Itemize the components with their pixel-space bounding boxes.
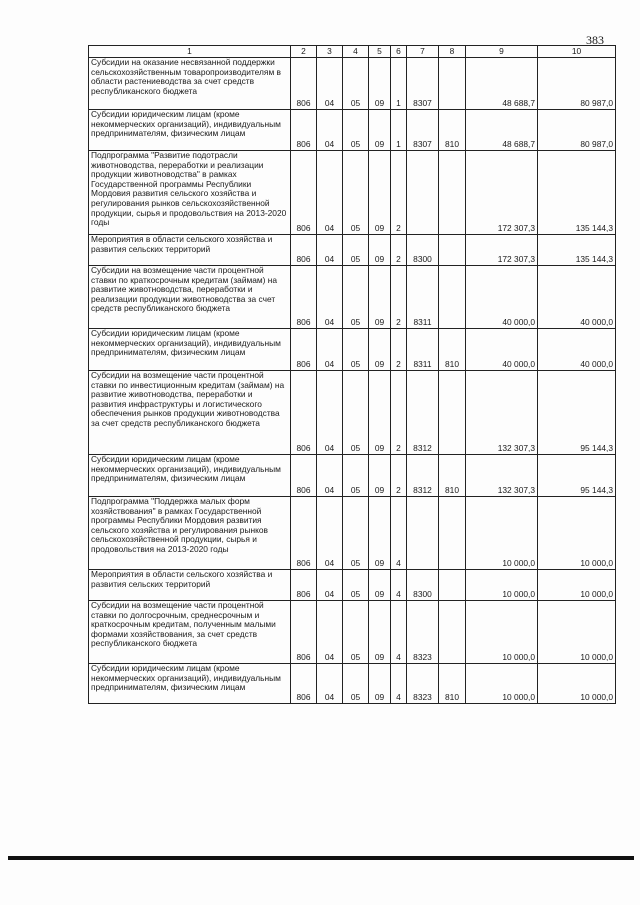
article-code: 8323 <box>407 601 439 664</box>
article-code: 8312 <box>407 371 439 455</box>
table-row <box>89 58 616 110</box>
pr-code: 05 <box>343 455 369 497</box>
row-description: Субсидии на возмещение части процентной ставки по инвестиционным кредитам (займам) на развитие животноводства, переработки и развития инфраструктуры и логистического обеспечения рынков продукции животноводства за счет средств республиканского бюджета <box>89 371 291 455</box>
vr-code: 810 <box>439 664 466 704</box>
article-code <box>407 497 439 570</box>
table-row <box>89 601 616 664</box>
subprogram-code: 1 <box>391 110 407 151</box>
amount-2015: 10 000,0 <box>538 497 616 570</box>
amount-2014: 132 307,3 <box>466 455 538 497</box>
program-code: 09 <box>369 266 391 329</box>
pr-code: 05 <box>343 664 369 704</box>
rz-code: 04 <box>317 58 343 110</box>
article-code: 8312 <box>407 455 439 497</box>
column-header: 9 <box>466 46 538 58</box>
table-row <box>89 329 616 371</box>
amount-2015: 95 144,3 <box>538 455 616 497</box>
amount-2015: 10 000,0 <box>538 664 616 704</box>
row-description: Субсидии на оказание несвязанной поддержки сельскохозяйственным товаропроизводителям в области растениеводства за счет средств республиканского бюджета <box>89 58 291 110</box>
column-header: 5 <box>369 46 391 58</box>
subprogram-code: 2 <box>391 151 407 235</box>
bottom-rule <box>8 856 634 860</box>
subprogram-code: 1 <box>391 58 407 110</box>
vr-code <box>439 371 466 455</box>
amount-2015: 135 144,3 <box>538 151 616 235</box>
amount-2015: 135 144,3 <box>538 235 616 266</box>
program-code: 09 <box>369 664 391 704</box>
program-code: 09 <box>369 58 391 110</box>
vr-code: 810 <box>439 455 466 497</box>
amount-2014: 40 000,0 <box>466 266 538 329</box>
table-row <box>89 110 616 151</box>
subprogram-code: 4 <box>391 664 407 704</box>
column-header: 1 <box>89 46 291 58</box>
amount-2014: 10 000,0 <box>466 497 538 570</box>
rz-code: 04 <box>317 664 343 704</box>
article-code <box>407 151 439 235</box>
rz-code: 04 <box>317 601 343 664</box>
vr-code <box>439 58 466 110</box>
program-code: 09 <box>369 329 391 371</box>
program-code: 09 <box>369 371 391 455</box>
amount-2014: 40 000,0 <box>466 329 538 371</box>
budget-table <box>88 45 616 704</box>
program-code: 09 <box>369 455 391 497</box>
row-description: Субсидии юридическим лицам (кроме некоммерческих организаций), индивидуальным предпринимателям, физическим лицам <box>89 110 291 151</box>
table-row <box>89 266 616 329</box>
amount-2014: 48 688,7 <box>466 110 538 151</box>
amount-2014: 48 688,7 <box>466 58 538 110</box>
row-description: Субсидии на возмещение части процентной ставки по краткосрочным кредитам (займам) на развитие животноводства, переработки и реализации продукции животноводства за счет средств республиканского бюджета <box>89 266 291 329</box>
gr-code: 806 <box>291 151 317 235</box>
table-row <box>89 455 616 497</box>
column-header: 6 <box>391 46 407 58</box>
amount-2015: 40 000,0 <box>538 266 616 329</box>
column-header: 10 <box>538 46 616 58</box>
gr-code: 806 <box>291 58 317 110</box>
amount-2015: 80 987,0 <box>538 110 616 151</box>
row-description: Субсидии юридическим лицам (кроме некоммерческих организаций), индивидуальным предпринимателям, физическим лицам <box>89 329 291 371</box>
rz-code: 04 <box>317 110 343 151</box>
rz-code: 04 <box>317 235 343 266</box>
table-row <box>89 570 616 601</box>
gr-code: 806 <box>291 664 317 704</box>
article-code: 8323 <box>407 664 439 704</box>
vr-code: 810 <box>439 329 466 371</box>
pr-code: 05 <box>343 497 369 570</box>
amount-2014: 10 000,0 <box>466 664 538 704</box>
page-number: 383 <box>586 33 604 47</box>
subprogram-code: 2 <box>391 329 407 371</box>
subprogram-code: 2 <box>391 235 407 266</box>
program-code: 09 <box>369 151 391 235</box>
program-code: 09 <box>369 497 391 570</box>
column-header: 8 <box>439 46 466 58</box>
amount-2014: 172 307,3 <box>466 151 538 235</box>
vr-code <box>439 570 466 601</box>
amount-2014: 10 000,0 <box>466 601 538 664</box>
gr-code: 806 <box>291 371 317 455</box>
table-row <box>89 371 616 455</box>
rz-code: 04 <box>317 570 343 601</box>
column-header: 3 <box>317 46 343 58</box>
table-row <box>89 235 616 266</box>
article-code: 8300 <box>407 570 439 601</box>
row-description: Субсидии юридическим лицам (кроме некоммерческих организаций), индивидуальным предпринимателям, физическим лицам <box>89 664 291 704</box>
amount-2014: 172 307,3 <box>466 235 538 266</box>
vr-code <box>439 151 466 235</box>
row-description: Подпрограмма "Поддержка малых форм хозяйствования" в рамках Государственной программы Республики Мордовия развития сельского хозяйства и регулирования рынков сельскохозяйственной продукции, сырья и продовольствия на 2013-2020 годы <box>89 497 291 570</box>
rz-code: 04 <box>317 266 343 329</box>
vr-code: 810 <box>439 110 466 151</box>
gr-code: 806 <box>291 266 317 329</box>
amount-2015: 40 000,0 <box>538 329 616 371</box>
pr-code: 05 <box>343 266 369 329</box>
gr-code: 806 <box>291 110 317 151</box>
pr-code: 05 <box>343 58 369 110</box>
amount-2015: 95 144,3 <box>538 371 616 455</box>
gr-code: 806 <box>291 601 317 664</box>
row-description: Субсидии юридическим лицам (кроме некоммерческих организаций), индивидуальным предпринимателям, физическим лицам <box>89 455 291 497</box>
table-header-row <box>89 46 616 58</box>
pr-code: 05 <box>343 570 369 601</box>
column-header: 4 <box>343 46 369 58</box>
subprogram-code: 2 <box>391 266 407 329</box>
amount-2014: 10 000,0 <box>466 570 538 601</box>
vr-code <box>439 266 466 329</box>
table-row <box>89 151 616 235</box>
vr-code <box>439 601 466 664</box>
article-code: 8307 <box>407 110 439 151</box>
column-header: 7 <box>407 46 439 58</box>
row-description: Мероприятия в области сельского хозяйства и развития сельских территорий <box>89 570 291 601</box>
row-description: Мероприятия в области сельского хозяйства и развития сельских территорий <box>89 235 291 266</box>
gr-code: 806 <box>291 235 317 266</box>
row-description: Подпрограмма "Развитие подотрасли животноводства, переработки и реализации продукции животноводства" в рамках Государственной программы Республики Мордовия развития сельского хозяйства и регулирования рынков сельскохозяйственной продукции, сырья и продовольствия на 2013-2020 годы <box>89 151 291 235</box>
amount-2015: 80 987,0 <box>538 58 616 110</box>
column-header: 2 <box>291 46 317 58</box>
subprogram-code: 2 <box>391 371 407 455</box>
pr-code: 05 <box>343 151 369 235</box>
article-code: 8300 <box>407 235 439 266</box>
table-row <box>89 497 616 570</box>
rz-code: 04 <box>317 455 343 497</box>
subprogram-code: 4 <box>391 601 407 664</box>
subprogram-code: 4 <box>391 497 407 570</box>
pr-code: 05 <box>343 601 369 664</box>
program-code: 09 <box>369 235 391 266</box>
rz-code: 04 <box>317 329 343 371</box>
vr-code <box>439 235 466 266</box>
pr-code: 05 <box>343 329 369 371</box>
program-code: 09 <box>369 601 391 664</box>
amount-2015: 10 000,0 <box>538 601 616 664</box>
pr-code: 05 <box>343 371 369 455</box>
amount-2015: 10 000,0 <box>538 570 616 601</box>
table-row <box>89 664 616 704</box>
article-code: 8311 <box>407 329 439 371</box>
subprogram-code: 2 <box>391 455 407 497</box>
pr-code: 05 <box>343 110 369 151</box>
article-code: 8307 <box>407 58 439 110</box>
rz-code: 04 <box>317 151 343 235</box>
subprogram-code: 4 <box>391 570 407 601</box>
gr-code: 806 <box>291 570 317 601</box>
gr-code: 806 <box>291 455 317 497</box>
article-code: 8311 <box>407 266 439 329</box>
program-code: 09 <box>369 570 391 601</box>
gr-code: 806 <box>291 497 317 570</box>
program-code: 09 <box>369 110 391 151</box>
vr-code <box>439 497 466 570</box>
gr-code: 806 <box>291 329 317 371</box>
pr-code: 05 <box>343 235 369 266</box>
amount-2014: 132 307,3 <box>466 371 538 455</box>
rz-code: 04 <box>317 497 343 570</box>
row-description: Субсидии на возмещение части процентной ставки по долгосрочным, среднесрочным и краткосрочным кредитам, полученным малыми формами хозяйствования, за счет средств республиканского бюджета <box>89 601 291 664</box>
rz-code: 04 <box>317 371 343 455</box>
